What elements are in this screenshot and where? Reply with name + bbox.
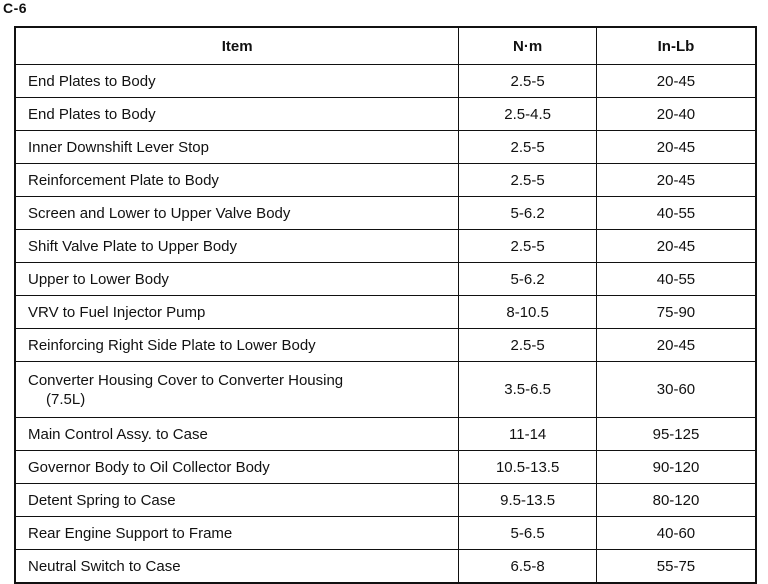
inlb-cell: 40-55 [596, 263, 756, 296]
column-header-item: Item [15, 27, 459, 65]
inlb-cell: 20-45 [596, 65, 756, 98]
item-cell: Governor Body to Oil Collector Body [15, 451, 459, 484]
table-row [15, 362, 756, 418]
nm-cell: 5-6.2 [459, 263, 597, 296]
table-row [15, 484, 756, 517]
item-cell: Rear Engine Support to Frame [15, 517, 459, 550]
page-label: C-6 [3, 0, 28, 16]
item-cell: Shift Valve Plate to Upper Body [15, 230, 459, 263]
item-cell [15, 362, 459, 418]
item-cell: Screen and Lower to Upper Valve Body [15, 197, 459, 230]
item-line-continued: (7.5L) [46, 390, 86, 408]
item-cell: VRV to Fuel Injector Pump [15, 296, 459, 329]
nm-cell: 11-14 [459, 418, 597, 451]
inlb-cell: 20-45 [596, 230, 756, 263]
item-cell: Upper to Lower Body [15, 263, 459, 296]
table-row [15, 451, 756, 484]
inlb-cell: 40-60 [596, 517, 756, 550]
nm-cell: 2.5-4.5 [459, 98, 597, 131]
table-header-row [15, 27, 756, 65]
table-row [15, 164, 756, 197]
inlb-cell: 20-45 [596, 131, 756, 164]
table-row [15, 230, 756, 263]
inlb-cell: 95-125 [596, 418, 756, 451]
nm-cell: 2.5-5 [459, 329, 597, 362]
inlb-cell: 75-90 [596, 296, 756, 329]
torque-spec-table [14, 26, 757, 584]
table-row [15, 98, 756, 131]
inlb-cell: 90-120 [596, 451, 756, 484]
nm-cell: 2.5-5 [459, 230, 597, 263]
nm-cell: 5-6.2 [459, 197, 597, 230]
nm-cell: 9.5-13.5 [459, 484, 597, 517]
nm-cell: 2.5-5 [459, 164, 597, 197]
item-cell: Neutral Switch to Case [15, 550, 459, 584]
column-header-inlb: In-Lb [596, 27, 756, 65]
item-cell: Detent Spring to Case [15, 484, 459, 517]
nm-cell: 8-10.5 [459, 296, 597, 329]
item-cell: Reinforcing Right Side Plate to Lower Body [15, 329, 459, 362]
item-cell: End Plates to Body [15, 98, 459, 131]
item-cell: Main Control Assy. to Case [15, 418, 459, 451]
table-row [15, 418, 756, 451]
item-cell: Inner Downshift Lever Stop [15, 131, 459, 164]
inlb-cell: 40-55 [596, 197, 756, 230]
item-cell: Reinforcement Plate to Body [15, 164, 459, 197]
inlb-cell: 55-75 [596, 550, 756, 584]
inlb-cell: 20-45 [596, 329, 756, 362]
nm-cell: 10.5-13.5 [459, 451, 597, 484]
nm-cell: 3.5-6.5 [459, 362, 597, 418]
item-text [28, 371, 452, 409]
table-row [15, 550, 756, 584]
nm-cell: 6.5-8 [459, 550, 597, 584]
inlb-cell: 20-40 [596, 98, 756, 131]
nm-cell: 2.5-5 [459, 65, 597, 98]
nm-cell: 5-6.5 [459, 517, 597, 550]
table-row [15, 329, 756, 362]
table-row [15, 517, 756, 550]
inlb-cell: 20-45 [596, 164, 756, 197]
item-line: Converter Housing Cover to Converter Housing [28, 371, 344, 389]
table-row [15, 263, 756, 296]
table-row [15, 296, 756, 329]
nm-cell: 2.5-5 [459, 131, 597, 164]
item-cell: End Plates to Body [15, 65, 459, 98]
table-row [15, 131, 756, 164]
table-row [15, 65, 756, 98]
inlb-cell: 30-60 [596, 362, 756, 418]
inlb-cell: 80-120 [596, 484, 756, 517]
table-row [15, 197, 756, 230]
column-header-nm: N·m [459, 27, 597, 65]
